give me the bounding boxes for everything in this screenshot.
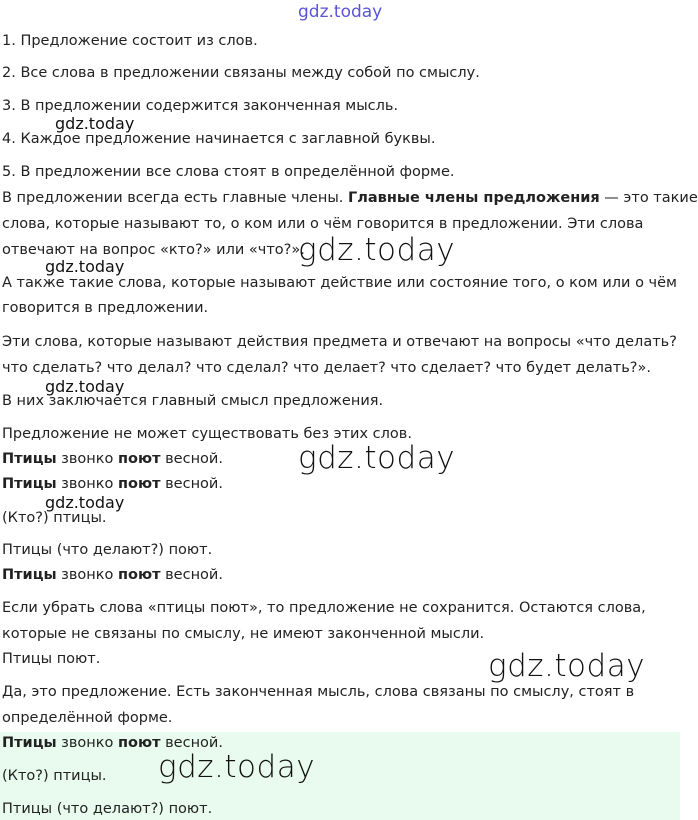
watermark-top: gdz.today xyxy=(298,2,383,22)
paragraph-line: Эти слова, которые называют действия предмета и отвечают на вопросы «что делать? xyxy=(2,334,677,350)
question-line: (Кто?) птицы. xyxy=(2,510,107,526)
text-run: В предложении всегда есть главные члены. xyxy=(2,190,348,206)
subject-bold: Птицы xyxy=(2,451,57,467)
subject-bold: Птицы xyxy=(2,567,57,583)
question-line: (Кто?) птицы. xyxy=(2,768,107,784)
paragraph-line: Птицы поют. xyxy=(2,651,101,667)
paragraph-line: А также такие слова, которые называют действие или состояние того, о ком или о чём xyxy=(2,275,677,291)
text-run: звонко xyxy=(56,735,119,751)
predicate-bold: поют xyxy=(118,476,161,492)
paragraph-line: слова, которые называют то, о ком или о чём говорится в предложении. Эти слова xyxy=(2,216,644,232)
paragraph-line: В них заключается главный смысл предложения. xyxy=(2,393,384,409)
paragraph-line: отвечают на вопрос «кто?» или «что?». xyxy=(2,242,305,258)
watermark-large: gdz.today xyxy=(158,749,316,785)
list-item-1: 1. Предложение состоит из слов. xyxy=(2,33,258,49)
text-run: весной. xyxy=(160,451,223,467)
text-run: звонко xyxy=(56,567,119,583)
list-item-5: 5. В предложении все слова стоят в определённой форме. xyxy=(2,164,455,180)
example-sentence xyxy=(2,734,223,752)
paragraph-line: определённой форме. xyxy=(2,710,173,726)
question-line: Птицы (что делают?) поют. xyxy=(2,801,213,817)
watermark-small: gdz.today xyxy=(45,377,125,396)
watermark-small: gdz.today xyxy=(45,493,125,512)
example-sentence xyxy=(2,566,223,584)
subject-bold: Птицы xyxy=(2,476,57,492)
paragraph-line xyxy=(2,189,698,207)
example-sentence xyxy=(2,450,223,468)
predicate-bold: поют xyxy=(118,735,161,751)
paragraph-line: Если убрать слова «птицы поют», то предложение не сохранится. Остаются слова, xyxy=(2,600,646,616)
term-bold: Главные члены предложения xyxy=(348,190,600,206)
text-run: весной. xyxy=(160,567,223,583)
watermark-large: gdz.today xyxy=(298,440,456,476)
watermark-large: gdz.today xyxy=(298,232,456,268)
text-run: — это такие xyxy=(599,190,698,206)
question-line: Птицы (что делают?) поют. xyxy=(2,542,213,558)
list-item-4: 4. Каждое предложение начинается с заглавной буквы. xyxy=(2,131,436,147)
subject-bold: Птицы xyxy=(2,735,57,751)
predicate-bold: поют xyxy=(118,567,161,583)
paragraph-line: Предложение не может существовать без этих слов. xyxy=(2,426,412,442)
text-run: весной. xyxy=(160,476,223,492)
list-item-2: 2. Все слова в предложении связаны между собой по смыслу. xyxy=(2,65,480,81)
paragraph-line: что сделать? что делал? что сделал? что делает? что сделает? что будет делать?». xyxy=(2,360,651,376)
paragraph-line: говорится в предложении. xyxy=(2,300,209,316)
list-item-3: 3. В предложении содержится законченная мысль. xyxy=(2,98,399,114)
watermark-small: gdz.today xyxy=(45,257,125,276)
text-run: весной. xyxy=(160,735,223,751)
example-sentence xyxy=(2,475,223,493)
text-run: звонко xyxy=(56,451,119,467)
predicate-bold: поют xyxy=(118,451,161,467)
paragraph-line: Да, это предложение. Есть законченная мысль, слова связаны по смыслу, стоят в xyxy=(2,684,635,700)
text-run: звонко xyxy=(56,476,119,492)
watermark-large: gdz.today xyxy=(488,648,646,684)
watermark-small: gdz.today xyxy=(55,114,135,133)
paragraph-line: которые не связаны по смыслу, не имеют законченной мысли. xyxy=(2,626,485,642)
